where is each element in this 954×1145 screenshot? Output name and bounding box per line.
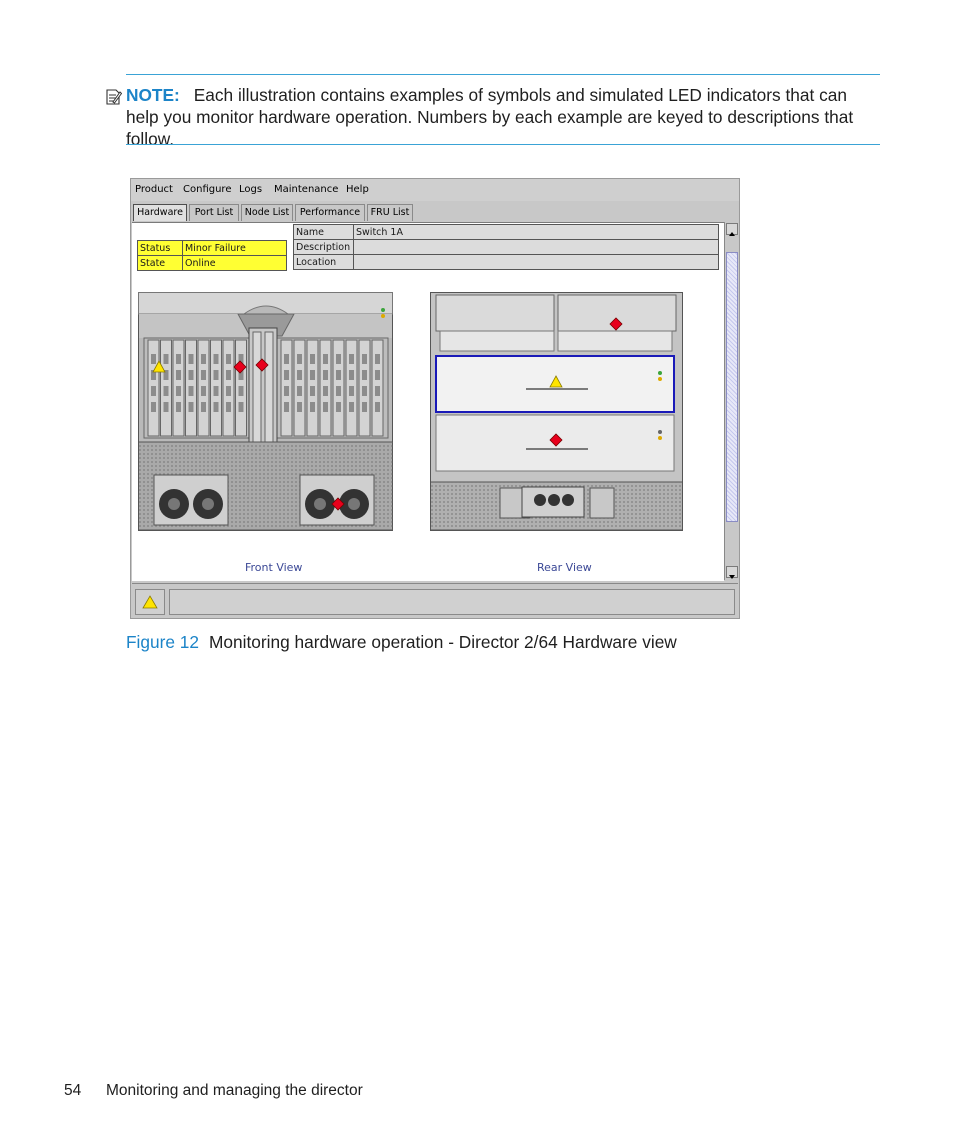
switch-info-table (293, 224, 719, 270)
page-number: 54 (64, 1082, 82, 1099)
rear-view-label: Rear View (537, 561, 592, 574)
port-connector (284, 354, 289, 364)
scrollbar-thumb[interactable] (726, 252, 738, 522)
name-label: Name (294, 225, 354, 240)
port-connector (189, 370, 194, 380)
port-connector (151, 354, 156, 364)
port-connector (297, 386, 302, 396)
port-connector (349, 354, 354, 364)
port-connector (176, 402, 181, 412)
note-icon (104, 88, 122, 106)
hardware-view-window (130, 178, 740, 619)
location-row (294, 255, 719, 270)
port-connector (375, 386, 380, 396)
front-view-chassis[interactable] (138, 292, 394, 532)
port-connector (176, 370, 181, 380)
name-row (294, 225, 719, 240)
status-row (138, 241, 287, 256)
port-connector (164, 402, 169, 412)
tab-port-list[interactable]: Port List (189, 204, 239, 221)
scroll-down-arrow-icon[interactable] (726, 566, 738, 578)
port-connector (310, 402, 315, 412)
port-connector (214, 386, 219, 396)
status-value: Minor Failure (183, 241, 287, 256)
description-row (294, 240, 719, 255)
figure-label: Figure 12 (126, 632, 200, 652)
figure-caption (126, 632, 677, 653)
menu-help[interactable]: Help (346, 184, 369, 195)
port-connector (201, 386, 206, 396)
vertical-scrollbar[interactable] (724, 222, 739, 580)
port-connector (189, 354, 194, 364)
port-connector (336, 354, 341, 364)
port-connector (201, 402, 206, 412)
menu-bar (131, 179, 739, 201)
menu-product[interactable]: Product (135, 184, 173, 195)
tab-hardware[interactable]: Hardware (133, 204, 187, 221)
status-label: Status (138, 241, 183, 256)
port-connector (284, 386, 289, 396)
port-connector (310, 354, 315, 364)
port-connector (226, 402, 231, 412)
description-label: Description (294, 240, 354, 255)
front-view-label: Front View (245, 561, 303, 574)
port-connector (362, 386, 367, 396)
port-connector (336, 370, 341, 380)
port-connector (226, 386, 231, 396)
port-connector (297, 402, 302, 412)
port-connector (201, 370, 206, 380)
note-label: NOTE: (126, 85, 180, 105)
rear-view-chassis[interactable] (430, 292, 684, 532)
port-connector (176, 354, 181, 364)
port-connector (151, 386, 156, 396)
name-value: Switch 1A (354, 225, 719, 240)
port-connector (362, 402, 367, 412)
port-connector (214, 370, 219, 380)
description-value (354, 240, 719, 255)
port-connector (375, 370, 380, 380)
note-top-rule (126, 74, 880, 75)
port-connector (323, 370, 328, 380)
scroll-up-arrow-icon[interactable] (726, 223, 738, 235)
port-connector (336, 402, 341, 412)
status-message-area (169, 589, 735, 615)
port-connector (189, 386, 194, 396)
location-label: Location (294, 255, 354, 270)
port-connector (214, 402, 219, 412)
port-connector (310, 370, 315, 380)
port-connector (164, 386, 169, 396)
menu-logs[interactable]: Logs (239, 184, 263, 195)
port-connector (323, 386, 328, 396)
port-connector (310, 386, 315, 396)
tab-node-list[interactable]: Node List (241, 204, 293, 221)
status-bar (132, 583, 738, 618)
port-connector (226, 370, 231, 380)
footer-section-title: Monitoring and managing the director (106, 1082, 363, 1099)
port-connector (375, 354, 380, 364)
figure-caption-text: Monitoring hardware operation - Director 2/64 Hardware view (209, 632, 677, 652)
port-connector (349, 402, 354, 412)
port-connector (323, 402, 328, 412)
port-connector (239, 386, 244, 396)
state-row (138, 256, 287, 271)
port-connector (349, 386, 354, 396)
port-connector (201, 354, 206, 364)
menu-configure[interactable]: Configure (183, 184, 232, 195)
note-body: Each illustration contains examples of symbols and simulated LED indicators that can help you monitor hardware operation. Numbers by each example are keyed to descriptions that follow. (126, 85, 854, 149)
port-connector (375, 402, 380, 412)
port-connector (349, 370, 354, 380)
port-connector (176, 386, 181, 396)
port-connector (284, 370, 289, 380)
note-paragraph (126, 84, 882, 150)
menu-maintenance[interactable]: Maintenance (274, 184, 339, 195)
tab-fru-list[interactable]: FRU List (367, 204, 413, 221)
port-connector (226, 354, 231, 364)
port-connector (151, 402, 156, 412)
alert-indicator[interactable] (135, 589, 165, 615)
tab-performance[interactable]: Performance (295, 204, 365, 221)
hardware-panel (132, 222, 724, 581)
port-connector (284, 402, 289, 412)
port-connector (323, 354, 328, 364)
page-footer (64, 1082, 363, 1100)
port-connector (362, 370, 367, 380)
state-value: Online (183, 256, 287, 271)
status-table (137, 240, 287, 271)
port-connector (239, 402, 244, 412)
warning-icon (136, 590, 164, 614)
port-connector (164, 354, 169, 364)
port-connector (214, 354, 219, 364)
location-value (354, 255, 719, 270)
port-connector (297, 370, 302, 380)
port-connector (189, 402, 194, 412)
state-label: State (138, 256, 183, 271)
port-connector (336, 386, 341, 396)
port-connector (297, 354, 302, 364)
port-connector (362, 354, 367, 364)
note-bottom-rule (126, 144, 880, 145)
